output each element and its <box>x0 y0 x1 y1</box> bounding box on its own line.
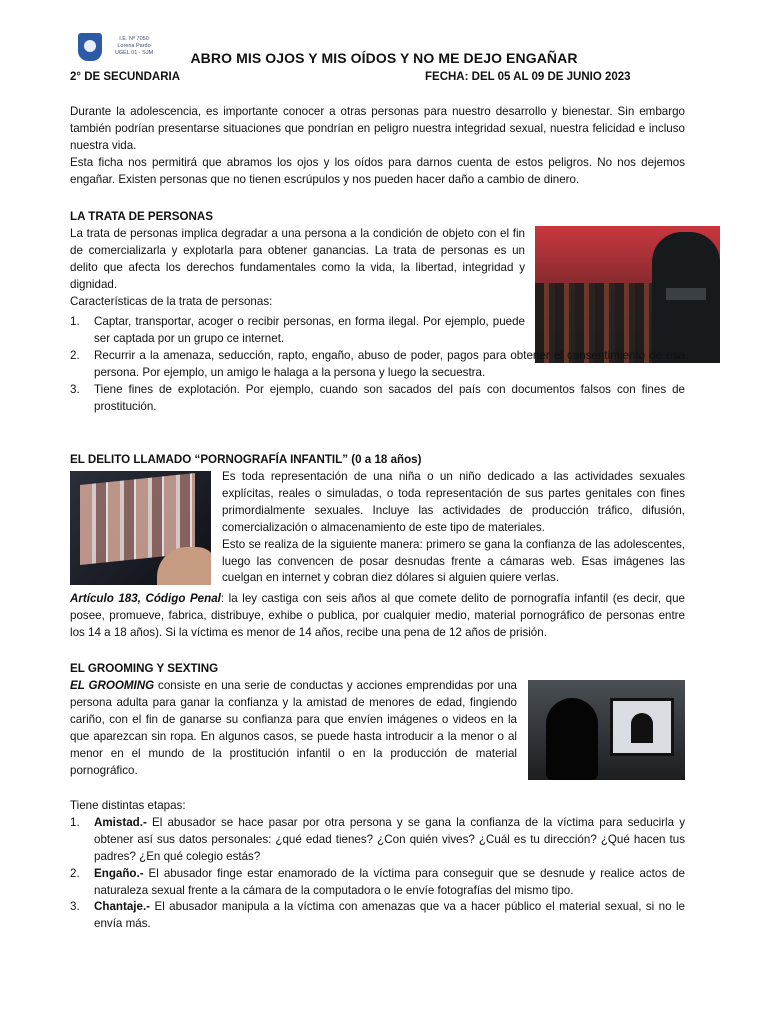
intro-paragraph-2: Esta ficha nos permitirá que abramos los ojos y los oídos para darnos cuenta de estos peligros. No nos dejemos engañar. Existen personas que no tienen escrúpulos y nos pueden hacer daño a cambio de dinero. <box>70 155 685 186</box>
list-item: 3. Chantaje.- El abusador manipula a la víctima con amenazas que va a hacer público el material sexual, si no le envía más. <box>70 900 685 931</box>
stages-intro: Tiene distintas etapas: <box>70 799 186 812</box>
porno-paragraph-1: Es toda representación de una niña o un niño dedicado a las actividades sexuales explícitas, reales o simuladas, o toda representación de sus partes genitales con fines primordialmente sexuales. Incluye las actividades de producción tráfico, difusión, comercialización o almacenamiento de este tipo de materiales. <box>222 470 685 534</box>
trata-paragraph: La trata de personas implica degradar a una persona a la condición de objeto con el fin de comercializarla y explotarla para obtener ganancias. La trata de personas es un delito que afecta los derechos fundamentales como la vida, la libertad, integridad y dignidad. <box>70 227 525 291</box>
article-label: Artículo 183, Código Penal <box>70 592 221 605</box>
list-item: 1. Amistad.- El abusador se hace pasar por otra persona y se gana la confianza de la víctima para seducirla y obtener así sus datos personales: ¿qué edad tienes? ¿Con quién vives? ¿Cuál es tu dirección? ¿Qué hacen tus padres? ¿En qué colegio estás? <box>70 815 685 863</box>
porno-description <box>222 469 685 587</box>
penal-code-paragraph <box>70 591 685 642</box>
police-vest-patch <box>666 288 706 300</box>
laptop-photo <box>70 471 211 585</box>
intro-section <box>70 104 685 189</box>
school-name: I.E. Nº 7050 Lorena Pardo UGEL 01 - SJM <box>114 36 154 56</box>
section-heading-grooming: EL GROOMING Y SEXTING <box>70 662 219 675</box>
intro-paragraph-1: Durante la adolescencia, es importante conocer a otras personas para nuestro desarrollo y bienestar. Sin embargo también podrían presentarse situaciones que pondrían en peligro nuestra integridad sexual, nuestra felicidad e incluso nuestra vida. <box>70 105 685 152</box>
grooming-paragraph: consiste en una serie de conductas y acciones emprendidas por una persona adulta para ganar la confianza y la amistad de menores de edad, fingiendo cariño, con el fin de ganarse su confianza para que envíen imágenes o videos en la que aparezcan sin ropa. En algunos casos, se puede hasta introducir a la menor o al menor en el mundo de la prostitución infantil o en la producción de material pornográfico. <box>70 679 517 777</box>
monitor-figure <box>610 698 674 756</box>
silhouette-figure <box>546 698 598 780</box>
trata-intro <box>70 226 525 311</box>
list-item: 3. Tiene fines de explotación. Por ejemplo, cuando son sacados del país con documentos falsos con fines de prostitución. <box>70 382 685 413</box>
grooming-description <box>70 678 517 779</box>
list-item: 1. Captar, transportar, acoger o recibir personas, en forma ilegal. Por ejemplo, puede ser captada por un grupo ce internet. <box>70 315 525 345</box>
section-heading-pornografia: EL DELITO LLAMADO “PORNOGRAFÍA INFANTIL” (0 a 18 años) <box>70 453 422 466</box>
list-item: 2. Recurrir a la amenaza, seducción, rapto, engaño, abuso de poder, pagos para obtener el consentimiento de esa persona. Por ejemplo, un amigo le halaga a la persona y luego la secuestra. <box>70 348 685 379</box>
grooming-lead: EL GROOMING <box>70 679 155 692</box>
date-label: FECHA: DEL 05 AL 09 DE JUNIO 2023 <box>425 71 631 83</box>
grooming-photo <box>528 680 685 780</box>
article-text: : la ley castiga con seis años al que comete delito de pornografía infantil (es decir, que posee, promueve, fabrica, distribuye, exhibe o publica, por cualquier medio, material pornográfico de personas entre los 14 a 18 años). Si la víctima es menor de 14 años, recibe una pena de 12 años de prisión. <box>70 592 685 639</box>
section-heading-trata: LA TRATA DE PERSONAS <box>70 210 213 223</box>
trata-characteristics-list <box>70 314 685 415</box>
grooming-stages-list <box>70 815 685 933</box>
porno-paragraph-2: Esto se realiza de la siguiente manera: primero se gana la confianza de las adolescentes, luego las convencen de posar desnudas frente a cámaras web. Esas imágenes las cuelgan en internet y cobran diez dólares si alguien quiere verlas. <box>222 537 685 585</box>
trata-characteristics-label: Características de la trata de personas: <box>70 294 273 308</box>
list-item: 2. Engaño.- El abusador finge estar enamorado de la víctima para conseguir que se desnude y realice actos de naturaleza sexual frente a la cámara de la computadora o le envíe fotografías del mismo tipo. <box>70 866 685 897</box>
grade-label: 2° DE SECUNDARIA <box>70 71 181 83</box>
trata-list-wrap <box>70 314 685 415</box>
grooming-stages <box>70 798 685 933</box>
page-title: ABRO MIS OJOS Y MIS OÍDOS Y NO ME DEJO ENGAÑAR <box>190 50 578 66</box>
